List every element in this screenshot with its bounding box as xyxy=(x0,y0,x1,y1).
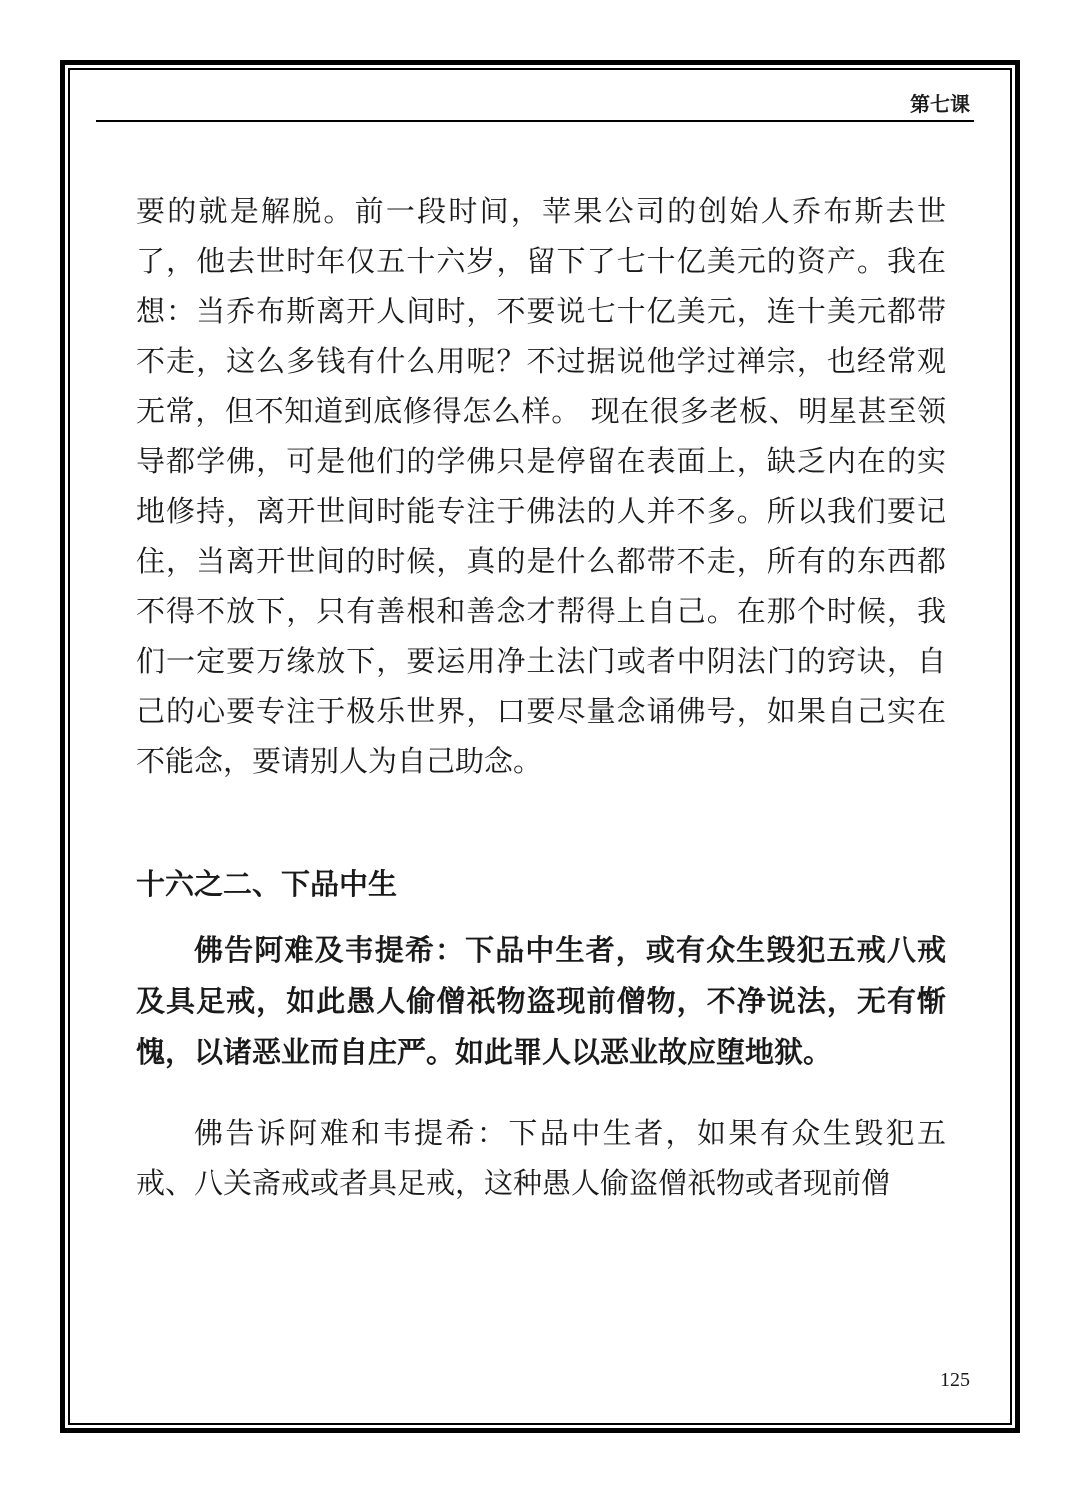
page-number: 125 xyxy=(940,1369,970,1391)
lesson-title: 第七课 xyxy=(910,92,970,116)
header-divider xyxy=(96,120,974,122)
sutra-quote: 佛告阿难及韦提希：下品中生者，或有众生毁犯五戒八戒及具足戒，如此愚人偷僧祇物盗现前僧物，不净说法，无有惭愧，以诸恶业而自庄严。如此罪人以恶业故应堕地狱。 xyxy=(136,933,946,1069)
body-paragraph-2: 佛告诉阿难和韦提希：下品中生者，如果有众生毁犯五戒、八关斋戒或者具足戒，这种愚人偷盗僧祇物或者现前僧 xyxy=(136,1116,946,1200)
body-paragraph-1: 要的就是解脱。前一段时间，苹果公司的创始人乔布斯去世了，他去世时年仅五十六岁，留下了七十亿美元的资产。我在想：当乔布斯离开人间时，不要说七十亿美元，连十美元都带不走，这么多钱有什么用呢？不过据说他学过禅宗，也经常观无常，但不知道到底修得怎么样。 现在很多老板、明星甚至领导都学佛，可是他们的学佛只是停留在表面上，缺乏内在的实地修持，离开世间时能专注于佛法的人并不多。所以我们要记住，当离开世间的时候，真的是什么都带不走，所有的东西都不得不放下，只有善根和善念才帮得上自己。在那个时候，我们一定要万缘放下，要运用净土法门或者中阴法门的窍诀，自己的心要专注于极乐世界，口要尽量念诵佛号，如果自己实在不能念，要请别人为自己助念。 xyxy=(136,194,946,778)
section-heading: 十六之二、下品中生 xyxy=(136,867,398,901)
